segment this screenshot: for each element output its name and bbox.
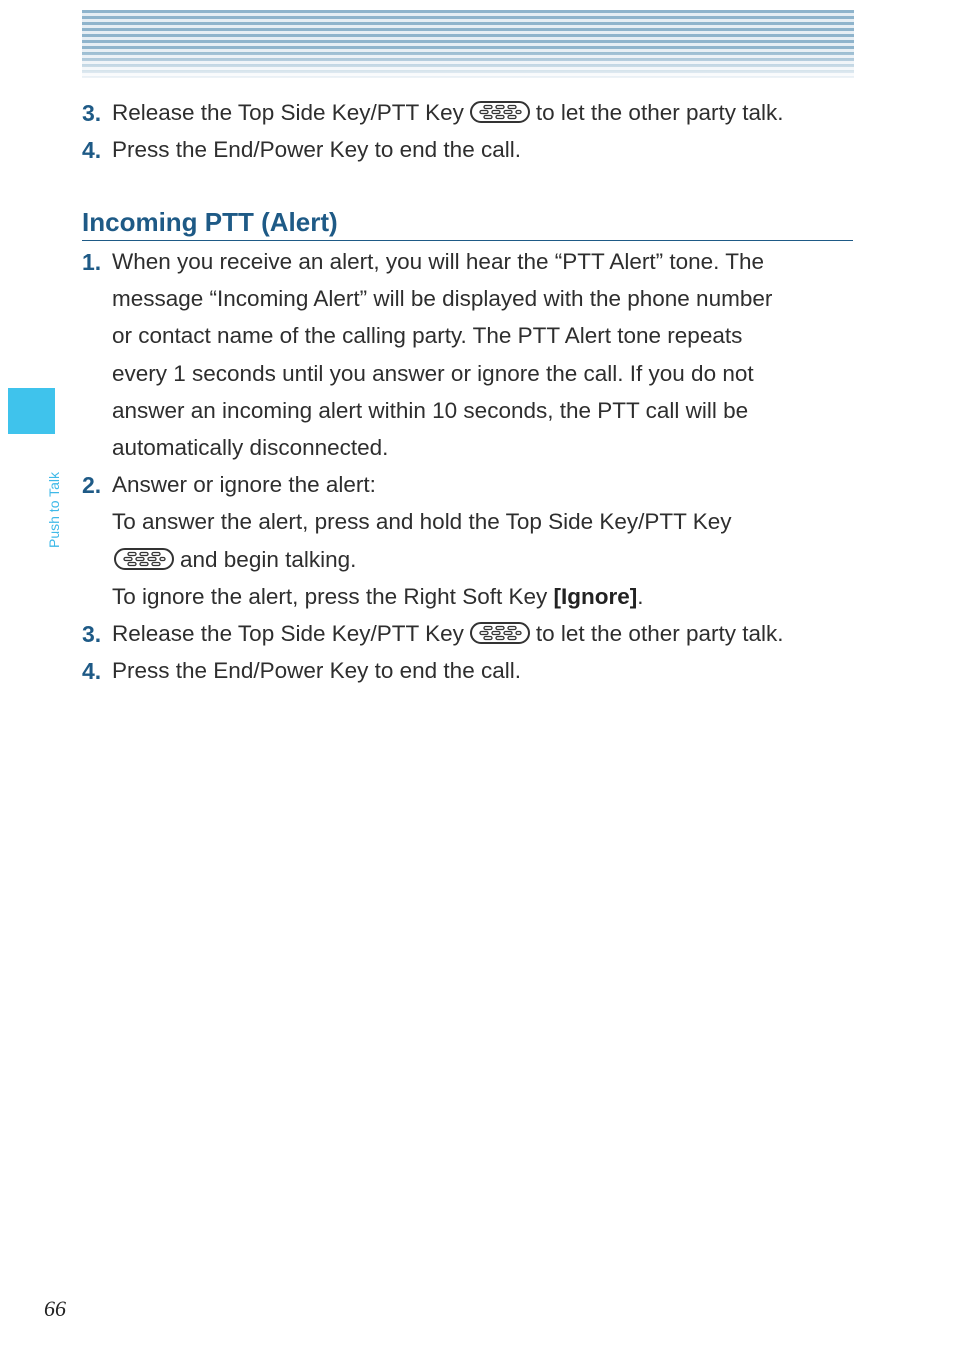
step-text-before: Release the Top Side Key/PTT Key [112,100,464,125]
ignore-soft-key-label: [Ignore] [553,584,638,609]
step-text-after: to let the other party talk. [535,100,784,125]
step-text-before: Release the Top Side Key/PTT Key [112,621,464,646]
step1-line: or contact name of the calling party. The PTT Alert tone repeats [112,323,743,348]
step-number: 4. [82,137,102,163]
header-stripe-banner [82,10,854,78]
step-number: 3. [82,621,102,647]
ptt-key-icon [470,622,530,644]
step-number: 1. [82,249,102,275]
heading-underline [82,240,853,241]
step-text: Press the End/Power Key to end the call. [112,137,521,162]
step-number: 2. [82,472,102,498]
step-text [112,98,784,128]
section-heading: Incoming PTT (Alert) [82,207,338,237]
step2-ignore-line [112,582,644,612]
step1-line: message “Incoming Alert” will be displayed with the phone number [112,286,773,311]
side-chapter-tab [8,388,55,434]
step2-answer-line: To answer the alert, press and hold the Top Side Key/PTT Key [112,509,732,534]
step-number: 4. [82,658,102,684]
step2-answer-line [112,545,356,575]
step2-ignore-text: To ignore the alert, press the Right Soft Key [112,584,548,609]
step-text [112,619,784,649]
side-chapter-label: Push to Talk [46,471,62,548]
ptt-key-icon [470,101,530,123]
step1-line: automatically disconnected. [112,435,389,460]
step2-text: Answer or ignore the alert: [112,472,376,497]
step-text: Press the End/Power Key to end the call. [112,658,521,683]
step-number: 3. [82,100,102,126]
ptt-key-icon [114,548,174,570]
step2-ignore-after: . [637,584,644,609]
step1-line: every 1 seconds until you answer or ignore the call. If you do not [112,361,754,386]
page-number: 66 [44,1296,66,1321]
step-text-after: to let the other party talk. [535,621,784,646]
step1-line: When you receive an alert, you will hear the “PTT Alert” tone. The [112,249,764,274]
step2-answer-suffix: and begin talking. [180,547,357,572]
step1-line: answer an incoming alert within 10 seconds, the PTT call will be [112,398,749,423]
